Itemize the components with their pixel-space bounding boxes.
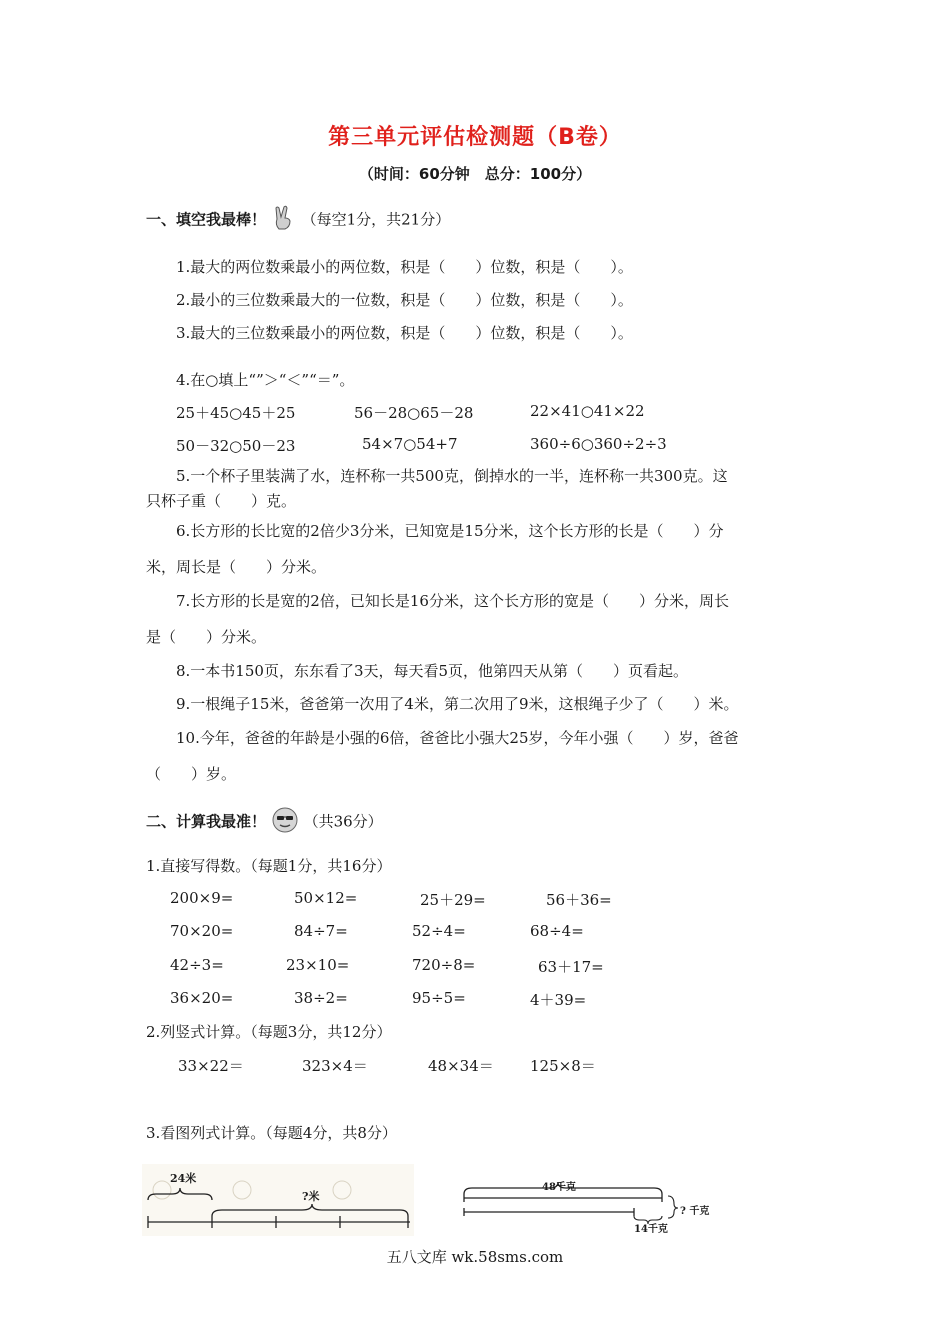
part-1-heading: 1.直接写得数。（每题1分，共16分） — [146, 857, 392, 875]
footer-watermark: 五八文库 wk.58sms.com — [386, 1248, 564, 1266]
section-2-note: （共36分） — [303, 812, 383, 831]
calc-item: 70×20= — [170, 922, 234, 940]
page-subtitle: （时间：60分钟 总分：100分） — [358, 165, 592, 183]
question-7-line-2: 是（ ）分米。 — [146, 628, 267, 646]
section-1-note: （每空1分，共21分） — [301, 210, 451, 229]
diagram-1-top-label: 24米 — [170, 1172, 197, 1185]
calc-item: 56＋36= — [546, 891, 612, 909]
calc-item: 38÷2= — [294, 989, 348, 1007]
compare-item: 22×41○41×22 — [530, 402, 645, 420]
page-title: 第三单元评估检测题（B卷） — [328, 125, 622, 150]
question-5-line-2: 只杯子重（ ）克。 — [146, 492, 297, 510]
part-3-heading: 3.看图列式计算。（每题4分，共8分） — [146, 1124, 397, 1142]
calc-item: 36×20= — [170, 989, 234, 1007]
question-7-line-1: 7.长方形的长是宽的2倍，已知长是16分米，这个长方形的宽是（ ）分米，周长 — [176, 592, 729, 610]
sunglasses-face-icon — [271, 806, 299, 838]
question-6-line-2: 米，周长是（ ）分米。 — [146, 558, 327, 576]
calc-item: 200×9= — [170, 889, 234, 907]
diagram-1-bottom-label: ?米 — [302, 1190, 320, 1203]
diagram-2-right-label: ? 千克 — [680, 1206, 710, 1217]
compare-item: 54×7○54+7 — [362, 435, 458, 453]
calc-item: 63＋17= — [538, 958, 604, 976]
compare-item: 50－32○50－23 — [176, 437, 296, 455]
question-3: 3.最大的三位数乘最小的两位数，积是（ ）位数，积是（ ）。 — [176, 324, 633, 342]
question-10-line-2: （ ）岁。 — [146, 765, 237, 783]
question-9: 9.一根绳子15米，爸爸第一次用了4米，第二次用了9米，这根绳子少了（ ）米。 — [176, 695, 739, 713]
calc-item: 4＋39= — [530, 991, 587, 1009]
victory-hand-icon — [271, 205, 297, 235]
calc-item: 68÷4= — [530, 922, 584, 940]
section-1-title: 一、填空我最棒！ — [146, 210, 267, 229]
vertical-calc-item: 33×22＝ — [178, 1057, 244, 1075]
question-10-line-1: 10.今年，爸爸的年龄是小强的6倍，爸爸比小强大25岁，今年小强（ ）岁，爸爸 — [176, 729, 739, 747]
calc-item: 95÷5= — [412, 989, 466, 1007]
line-diagram-1 — [142, 1164, 414, 1236]
diagram-2-side-label: 14千克 — [634, 1224, 668, 1235]
calc-item: 42÷3= — [170, 956, 224, 974]
compare-item: 360÷6○360÷2÷3 — [530, 435, 667, 453]
calc-item: 23×10= — [286, 956, 350, 974]
section-1-heading — [146, 205, 450, 235]
vertical-calc-item: 48×34＝ — [428, 1057, 494, 1075]
question-4: 4.在○填上“”＞“＜”“＝”。 — [176, 371, 355, 389]
part-2-heading: 2.列竖式计算。（每题3分，共12分） — [146, 1023, 392, 1041]
vertical-calc-item: 323×4＝ — [302, 1057, 368, 1075]
compare-item: 56－28○65－28 — [354, 404, 474, 422]
question-1: 1.最大的两位数乘最小的两位数，积是（ ）位数，积是（ ）。 — [176, 258, 633, 276]
calc-item: 52÷4= — [412, 922, 466, 940]
compare-item: 25＋45○45＋25 — [176, 404, 296, 422]
question-8: 8.一本书150页，东东看了3天，每天看5页，他第四天从第（ ）页看起。 — [176, 662, 689, 680]
question-2: 2.最小的三位数乘最大的一位数，积是（ ）位数，积是（ ）。 — [176, 291, 633, 309]
section-2-heading — [146, 806, 383, 838]
calc-item: 720÷8= — [412, 956, 476, 974]
question-6-line-1: 6.长方形的长比宽的2倍少3分米，已知宽是15分米，这个长方形的长是（ ）分 — [176, 522, 724, 540]
diagram-2-top-label: 48千克 — [542, 1182, 576, 1193]
section-2-title: 二、计算我最准！ — [146, 812, 267, 831]
vertical-calc-item: 125×8＝ — [530, 1057, 596, 1075]
calc-item: 50×12= — [294, 889, 358, 907]
calc-item: 84÷7= — [294, 922, 348, 940]
line-diagram-2 — [458, 1174, 730, 1235]
calc-item: 25＋29= — [420, 891, 486, 909]
question-5-line-1: 5.一个杯子里装满了水，连杯称一共500克，倒掉水的一半，连杯称一共300克。这 — [176, 467, 728, 485]
